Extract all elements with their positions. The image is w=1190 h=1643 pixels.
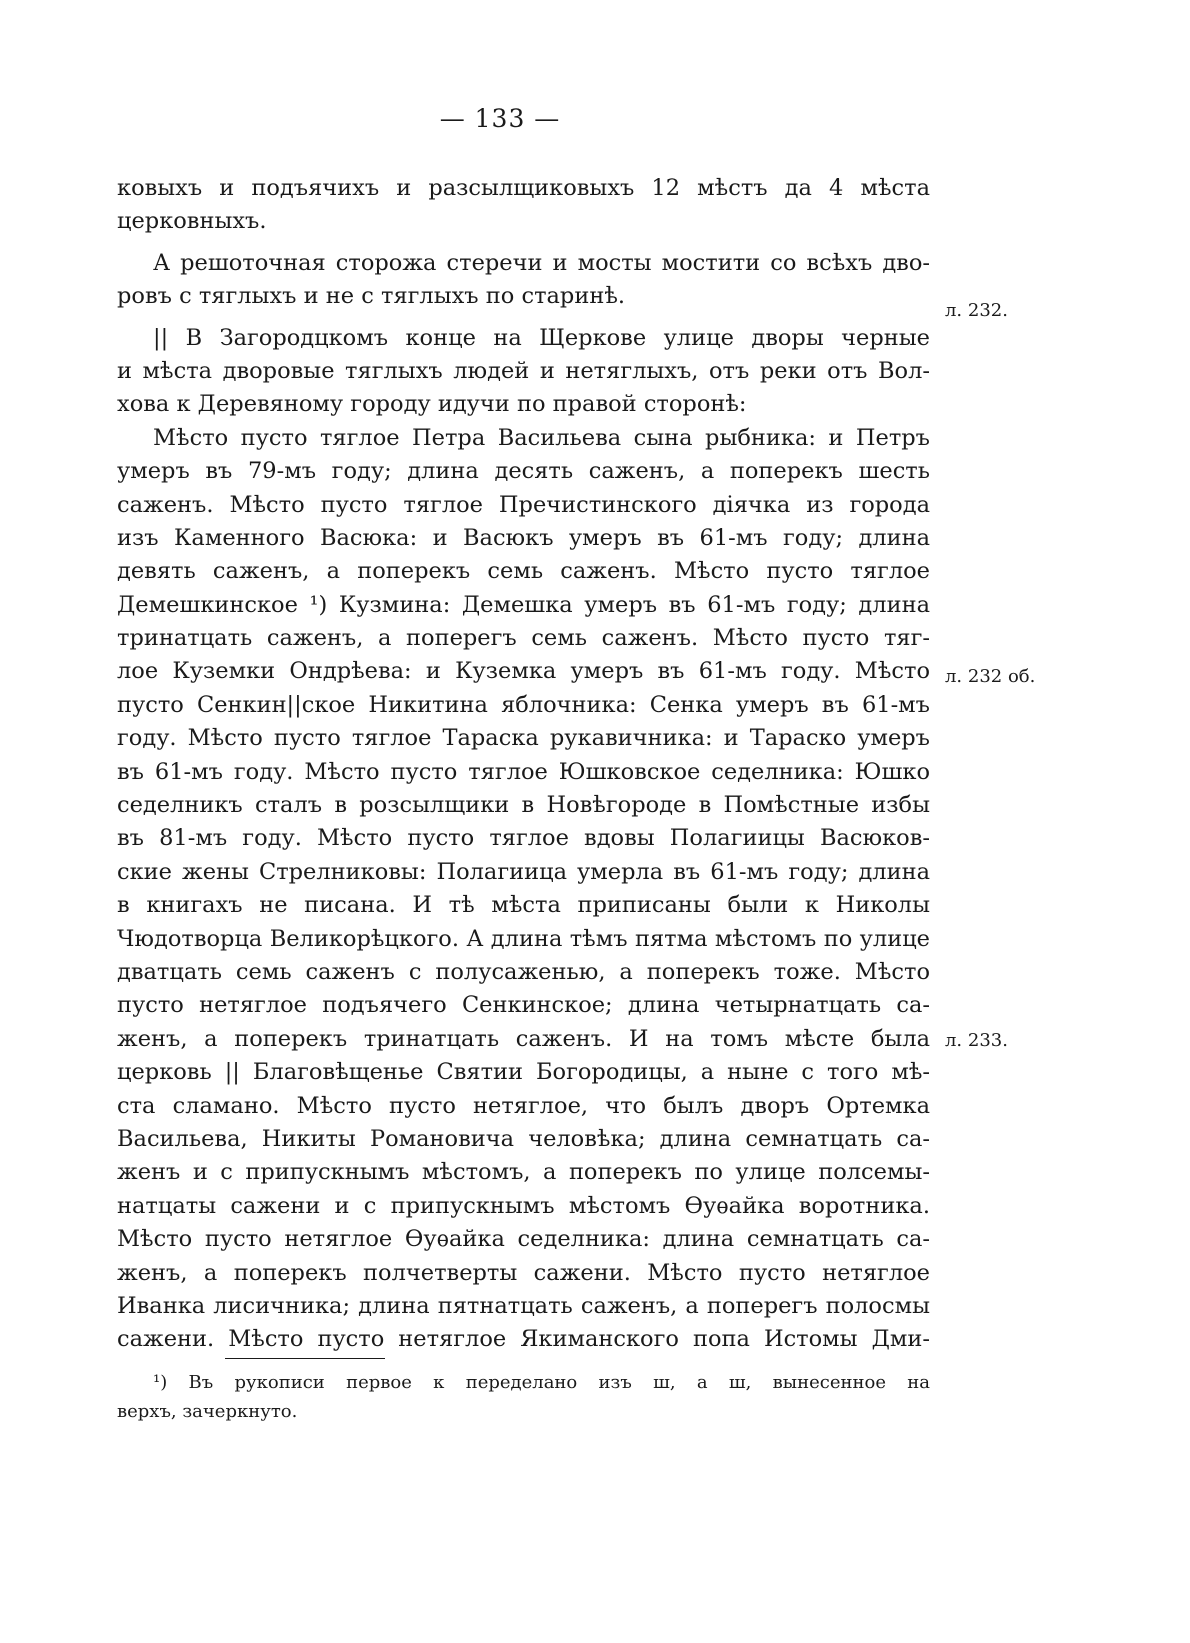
text-line: Мѣсто пусто нетяглое Ѳуѳайка седелника: длина семнатцать са-	[117, 1226, 930, 1253]
text-line: женъ, а поперекъ тринатцать саженъ. И на томъ мѣсте была	[117, 1025, 930, 1052]
text-line: умеръ въ 79-мъ году; длина десять саженъ, а поперекъ шесть	[117, 458, 930, 485]
text-line: || В Загородцкомъ конце на Щеркове улице дворы черные	[153, 324, 930, 351]
text-line: изъ Каменного Васюка: и Васюкъ умеръ въ 61-мъ году; длина	[117, 524, 930, 551]
footnote	[117, 1368, 930, 1426]
text-line: натцаты сажени и с припускнымъ мѣстомъ Ѳуѳайка воротника.	[117, 1192, 930, 1219]
main-text	[117, 172, 930, 1357]
text-line: хова к Деревяному городу идучи по правой сторонѣ:	[117, 391, 747, 418]
footnote-line: верхъ, зачеркнуто.	[117, 1401, 298, 1422]
text-line: ровъ с тяглыхъ и не с тяглыхъ по старинѣ.	[117, 283, 626, 310]
text-line: женъ и с припускнымъ мѣстомъ, а поперекъ по улице полсемы-	[117, 1159, 930, 1186]
margin-note-folio: л. 232 об.	[945, 666, 1036, 687]
text-line: лое Куземки Ондрѣева: и Куземка умеръ въ 61-мъ году. Мѣсто	[117, 658, 930, 685]
text-line: Чюдотворца Великорѣцкого. А длина тѣмъ пятма мѣстомъ по улице	[117, 925, 930, 952]
footnote-line: ¹) Въ рукописи первое к переделано изъ ш, а ш, вынесенное на	[153, 1372, 930, 1393]
text-line: ковыхъ и подъячихъ и разсылщиковыхъ 12 мѣстъ да 4 мѣста	[117, 175, 930, 201]
text-line: году. Мѣсто пусто тяглое Тараска рукавичника: и Тараско умеръ	[117, 725, 930, 752]
text-line: пусто нетяглое подъячего Сенкинское; длина четырнатцать са-	[117, 992, 930, 1019]
text-line: А решоточная сторожа стеречи и мосты мостити со всѣхъ дво-	[153, 249, 930, 276]
text-line: Васильева, Никиты Романовича человѣка; длина семнатцать са-	[117, 1125, 930, 1152]
text-line: и мѣста дворовые тяглыхъ людей и нетяглыхъ, отъ реки отъ Вол-	[117, 357, 930, 384]
text-line: дватцать семь саженъ с полусаженью, а поперекъ тоже. Мѣсто	[117, 958, 930, 985]
footnote-divider	[225, 1358, 385, 1359]
margin-note-folio: л. 233.	[945, 1030, 1008, 1051]
text-line: Иванка лисичника; длина пятнатцать саженъ, а поперегъ полосмы	[117, 1292, 930, 1319]
text-line: девять саженъ, а поперекъ семь саженъ. Мѣсто пусто тяглое	[117, 558, 930, 585]
page-number: — 133 —	[439, 104, 561, 133]
text-line: Демешкинское ¹) Кузмина: Демешка умеръ въ 61-мъ году; длина	[117, 591, 930, 618]
text-line: церковныхъ.	[117, 208, 267, 235]
text-line: сажени. Мѣсто пусто нетяглое Якиманского попа Истомы Дми-	[117, 1326, 930, 1353]
text-line: церковь || Благовѣщенье Святии Богородицы, а ныне с того мѣ-	[117, 1059, 930, 1086]
text-line: Мѣсто пусто тяглое Петра Васильева сына рыбника: и Петръ	[153, 424, 930, 451]
text-line: седелникъ сталъ в розсылщики в Новѣгороде в Помѣстные избы	[117, 792, 930, 819]
text-line: въ 61-мъ году. Мѣсто пусто тяглое Юшковское седелника: Юшко	[117, 758, 930, 785]
margin-note-folio: л. 232.	[945, 300, 1008, 321]
text-line: ские жены Стрелниковы: Полагиица умерла въ 61-мъ году; длина	[117, 858, 930, 885]
text-line: ста сламано. Мѣсто пусто нетяглое, что былъ дворъ Ортемка	[117, 1092, 930, 1119]
text-line: въ 81-мъ году. Мѣсто пусто тяглое вдовы Полагиицы Васюков-	[117, 825, 930, 852]
text-line: саженъ. Мѣсто пусто тяглое Пречистинского дiячка из города	[117, 491, 930, 518]
text-line: в книгахъ не писана. И тѣ мѣста приписаны были к Николы	[117, 892, 930, 919]
text-line: женъ, а поперекъ полчетверты сажени. Мѣсто пусто нетяглое	[117, 1259, 930, 1286]
text-line: тринатцать саженъ, а поперегъ семь саженъ. Мѣсто пусто тяг-	[117, 625, 930, 652]
text-line: пусто Сенкин||ское Никитина яблочника: Сенка умеръ въ 61-мъ	[117, 691, 930, 718]
